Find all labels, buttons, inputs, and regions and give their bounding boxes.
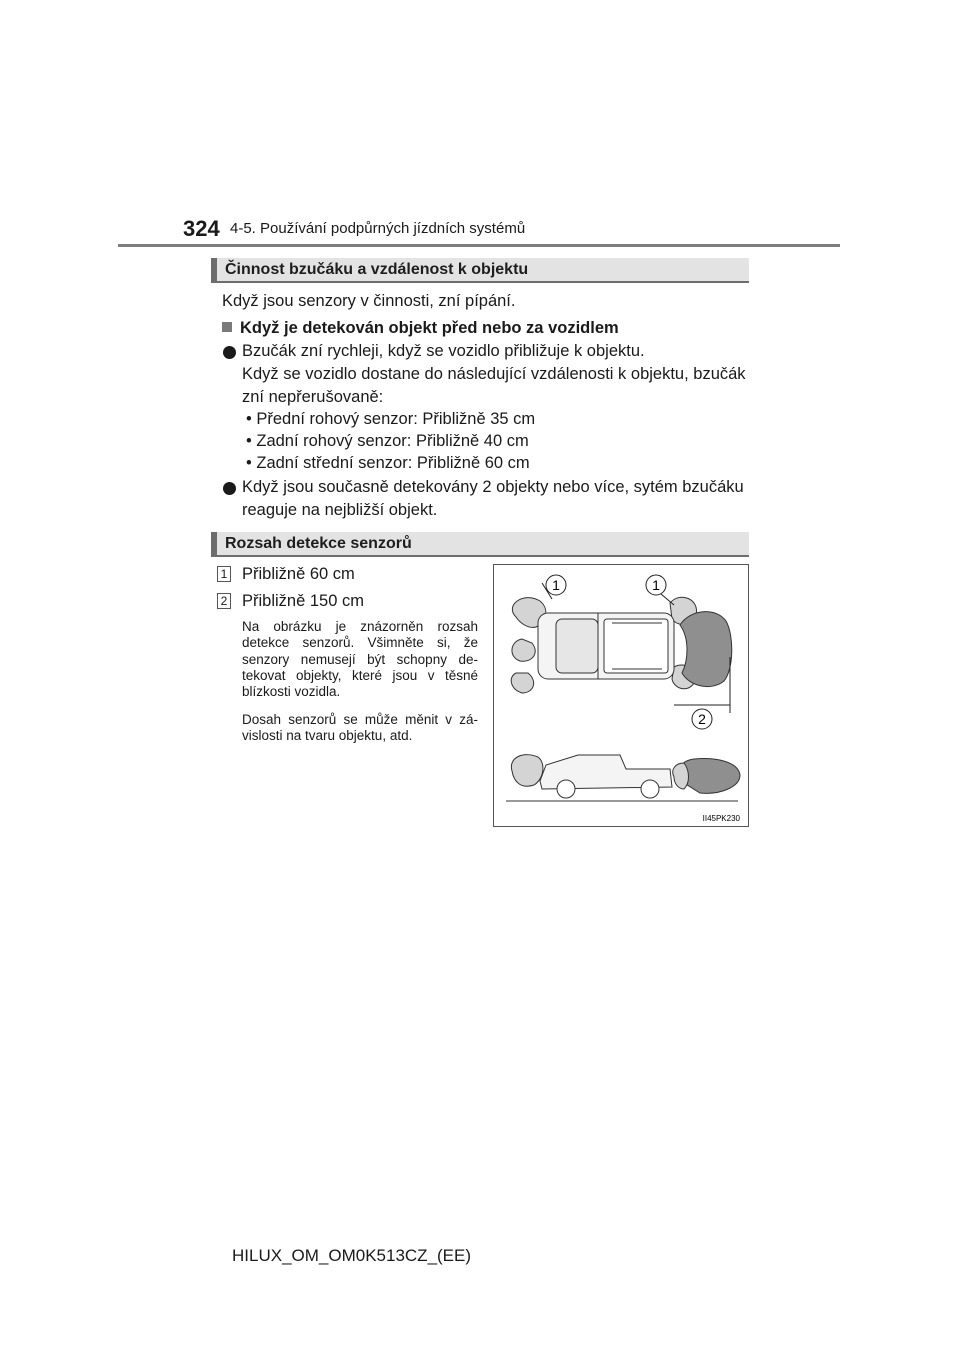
range-item-1: Přibližně 60 cm	[242, 565, 355, 583]
note-line: vislosti na tvaru objektu, atd.	[242, 728, 413, 744]
bullet1-line1: Bzučák zní rychleji, když se vozidlo přibližuje k objektu.	[242, 342, 645, 360]
page-number: 324	[183, 216, 220, 241]
note-line: Na obrázku je znázorněn rozsah	[242, 619, 478, 634]
note-paragraph-2	[242, 712, 478, 745]
sensor-range-illustration	[494, 565, 748, 826]
subitem: • Přední rohový senzor: Přibližně 35 cm	[246, 410, 536, 428]
section-header-buzzer	[211, 258, 749, 283]
note-line: blízkosti vozidla.	[242, 684, 341, 700]
figure-label-1: 1	[552, 577, 560, 593]
note-line: detekce senzorů. Všimněte si, že	[242, 635, 478, 651]
bullet-dot-icon	[223, 482, 236, 495]
front-left-zone-lower	[512, 639, 535, 661]
subitem: • Zadní rohový senzor: Přibližně 40 cm	[246, 432, 529, 450]
intro-text: Když jsou senzory v činnosti, zní pípání.	[222, 292, 516, 310]
item-number-badge: 2	[217, 593, 231, 609]
bullet2-line1: Když jsou současně detekovány 2 objekty nebo více, sytém bzučáku	[242, 478, 744, 496]
subheading	[222, 317, 619, 340]
note-line: senzory nemusejí být schopny de-	[242, 651, 478, 667]
bullet1-line3: zní nepřerušovaně:	[242, 388, 384, 406]
item-number-badge: 1	[217, 566, 231, 582]
square-bullet-icon	[222, 322, 232, 332]
section-title: Činnost bzučáku a vzdálenost k objektu	[225, 261, 529, 278]
figure-label-1b: 1	[652, 577, 660, 593]
figure-code: II45PK230	[702, 814, 740, 823]
range-item-2: Přibližně 150 cm	[242, 592, 364, 610]
chapter-title: 4-5. Používání podpůrných jízdních systémů	[230, 220, 526, 237]
subitem: • Zadní střední senzor: Přibližně 60 cm	[246, 454, 530, 472]
bullet2-line2: reaguje na nejbližší objekt.	[242, 501, 438, 519]
subheading-text: Když je detekován objekt před nebo za vozidlem	[240, 319, 619, 337]
bullet1-line2: Když se vozidlo dostane do následující vzdálenosti k objektu, bzučák	[242, 365, 746, 383]
note-line: Dosah senzorů se může měnit v zá-	[242, 712, 478, 727]
document-footer-code: HILUX_OM_OM0K513CZ_(EE)	[232, 1246, 472, 1265]
bullet-dot-icon	[223, 346, 236, 359]
rear-center-zone	[680, 612, 732, 687]
note-line: tekovat objekty, které jsou v těsné	[242, 667, 478, 683]
note-paragraph-1	[242, 619, 478, 700]
header-divider	[118, 244, 840, 247]
section-title: Rozsah detekce senzorů	[225, 535, 412, 552]
figure-label-2: 2	[698, 711, 706, 727]
sensor-range-figure	[493, 564, 749, 827]
section-header-detection-range	[211, 532, 749, 557]
rear-left-zone	[511, 673, 533, 693]
